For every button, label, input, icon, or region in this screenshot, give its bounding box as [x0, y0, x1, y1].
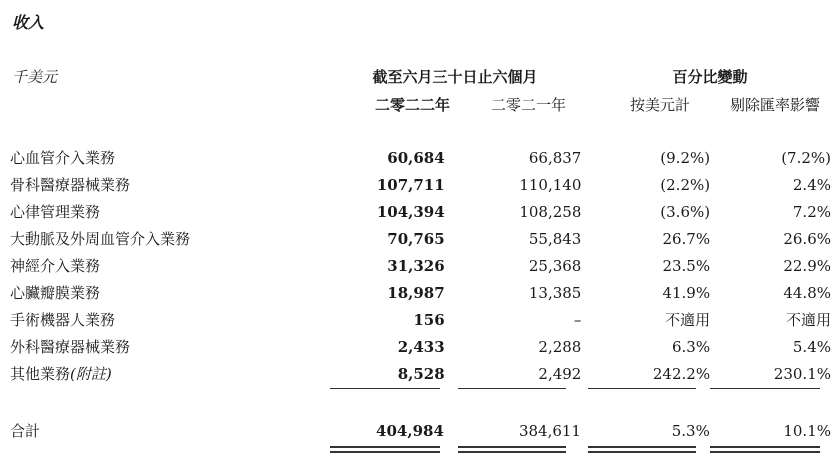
total-label: 合計 [10, 422, 41, 440]
value-2021: 25,368 [528, 257, 582, 275]
table-row [10, 253, 831, 280]
value-2021: 66,837 [528, 149, 582, 167]
value-2022: 70,765 [387, 230, 445, 248]
row-label: 外科醫療器械業務 [10, 338, 131, 356]
value-2022: 60,684 [387, 149, 445, 167]
row-label: 大動脈及外周血管介入業務 [10, 230, 191, 248]
table-row [10, 334, 831, 361]
revenue-table [10, 145, 831, 388]
pct-group-header: 百分比變動 [672, 68, 748, 86]
value-2021: 2,288 [538, 338, 582, 356]
pct-fx-header: 剔除匯率影響 [729, 96, 820, 114]
row-label: 骨科醫療器械業務 [10, 176, 131, 194]
pct-usd: (9.2%) [660, 149, 711, 167]
year-2021-header: 二零二一年 [490, 96, 566, 114]
pct-fx: 26.6% [783, 230, 831, 248]
row-label: 心臟瓣膜業務 [10, 284, 101, 302]
pct-usd: (3.6%) [660, 203, 711, 221]
row-label: 心律管理業務 [10, 203, 101, 221]
total-row [10, 418, 831, 445]
total-double-rule-pct-usd-a [588, 446, 696, 448]
value-2022: 8,528 [397, 365, 445, 383]
pct-fx: 2.4% [792, 176, 831, 194]
pct-usd: 6.3% [671, 338, 711, 356]
pct-fx: 22.9% [783, 257, 831, 275]
table-row [10, 199, 831, 226]
subtotal-rule-pct-usd [588, 388, 696, 389]
pct-fx: 230.1% [773, 365, 831, 383]
table-row [10, 145, 831, 172]
total-double-rule-2021-a [458, 446, 566, 448]
table-row [10, 280, 831, 307]
row-label: 神經介入業務 [10, 257, 101, 275]
value-2022: 156 [413, 311, 445, 329]
row-label: 心血管介入業務 [10, 149, 116, 167]
total-2021: 384,611 [518, 422, 581, 440]
pct-usd: 41.9% [662, 284, 711, 302]
pct-usd: (2.2%) [660, 176, 711, 194]
total-double-rule-2021-b [458, 451, 566, 453]
pct-fx: (7.2%) [781, 149, 831, 167]
row-label-main: 其他業務 [10, 365, 71, 383]
subtotal-rule-2022 [330, 388, 440, 389]
value-2022: 31,326 [387, 257, 445, 275]
total-pct-usd: 5.3% [671, 422, 710, 440]
footnote-ref: (附註) [70, 365, 112, 383]
subtotal-rule-pct-fx [710, 388, 820, 389]
value-2022: 2,433 [397, 338, 445, 356]
table-row [10, 307, 831, 334]
pct-usd: 26.7% [662, 230, 711, 248]
value-2022: 18,987 [387, 284, 445, 302]
total-double-rule-2022-b [330, 451, 440, 453]
value-2022: 107,711 [376, 176, 445, 194]
pct-usd: 242.2% [652, 365, 711, 383]
row-label [10, 361, 326, 388]
pct-fx: 7.2% [792, 203, 831, 221]
total-double-rule-pct-fx-b [710, 451, 820, 453]
total-pct-fx: 10.1% [783, 422, 831, 440]
value-2021: – [573, 311, 582, 329]
pct-usd-header: 按美元計 [629, 96, 690, 114]
subtotal-rule-2021 [458, 388, 566, 389]
value-2021: 108,258 [519, 203, 582, 221]
total-double-rule-pct-fx-a [710, 446, 820, 448]
table-row [10, 226, 831, 253]
pct-fx: 44.8% [783, 284, 831, 302]
total-double-rule-pct-usd-b [588, 451, 696, 453]
value-2021: 55,843 [528, 230, 582, 248]
value-2022: 104,394 [376, 203, 445, 221]
section-title: 收入 [12, 13, 45, 32]
row-label: 手術機器人業務 [10, 311, 116, 329]
unit-label: 千美元 [12, 68, 58, 86]
value-2021: 2,492 [538, 365, 582, 383]
table-row [10, 172, 831, 199]
pct-usd: 23.5% [662, 257, 711, 275]
total-table [10, 418, 831, 445]
table-row [10, 361, 831, 388]
period-group-header: 截至六月三十日止六個月 [372, 68, 538, 86]
year-2022-header: 二零二二年 [374, 96, 450, 114]
total-double-rule-2022-a [330, 446, 440, 448]
pct-fx: 5.4% [792, 338, 831, 356]
value-2021: 13,385 [528, 284, 582, 302]
value-2021: 110,140 [519, 176, 582, 194]
total-2022: 404,984 [376, 422, 444, 440]
pct-fx: 不適用 [785, 311, 831, 329]
pct-usd: 不適用 [665, 311, 711, 329]
